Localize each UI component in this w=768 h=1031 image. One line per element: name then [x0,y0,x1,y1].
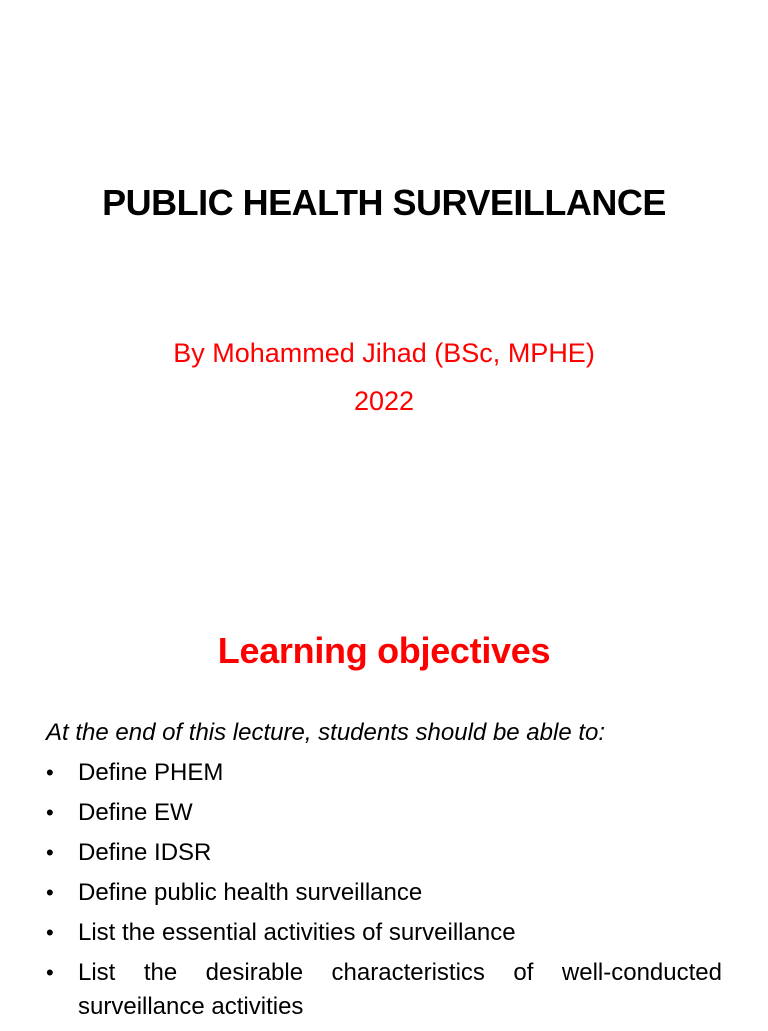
objective-text: List the essential activities of surveillance [78,919,516,946]
objective-item [46,796,722,829]
bullet-icon: • [46,880,54,905]
objective-item [46,876,722,909]
objectives-intro: At the end of this lecture, students should be able to: [46,719,606,746]
objective-text: List the desirable characteristics of well-conducted surveillance activities [78,959,722,1020]
objective-text: Define EW [78,799,193,826]
bullet-icon: • [46,920,54,945]
objective-item [46,756,722,789]
objective-item [46,836,722,869]
bullet-icon: • [46,840,54,865]
author-line: By Mohammed Jihad (BSc, MPHE) [173,338,595,368]
bullet-icon: • [46,800,54,825]
learning-objectives-heading: Learning objectives [217,630,551,671]
objective-item [46,956,722,1024]
bullet-icon: • [46,760,54,785]
objective-item [46,916,722,949]
slide-title: PUBLIC HEALTH SURVEILLANCE [102,182,666,223]
bullet-icon: • [46,960,54,985]
objective-text: Define PHEM [78,759,224,786]
objective-text: Define IDSR [78,839,212,866]
objective-text: Define public health surveillance [78,879,423,906]
year-line: 2022 [353,386,415,416]
objectives-list [46,756,722,1031]
